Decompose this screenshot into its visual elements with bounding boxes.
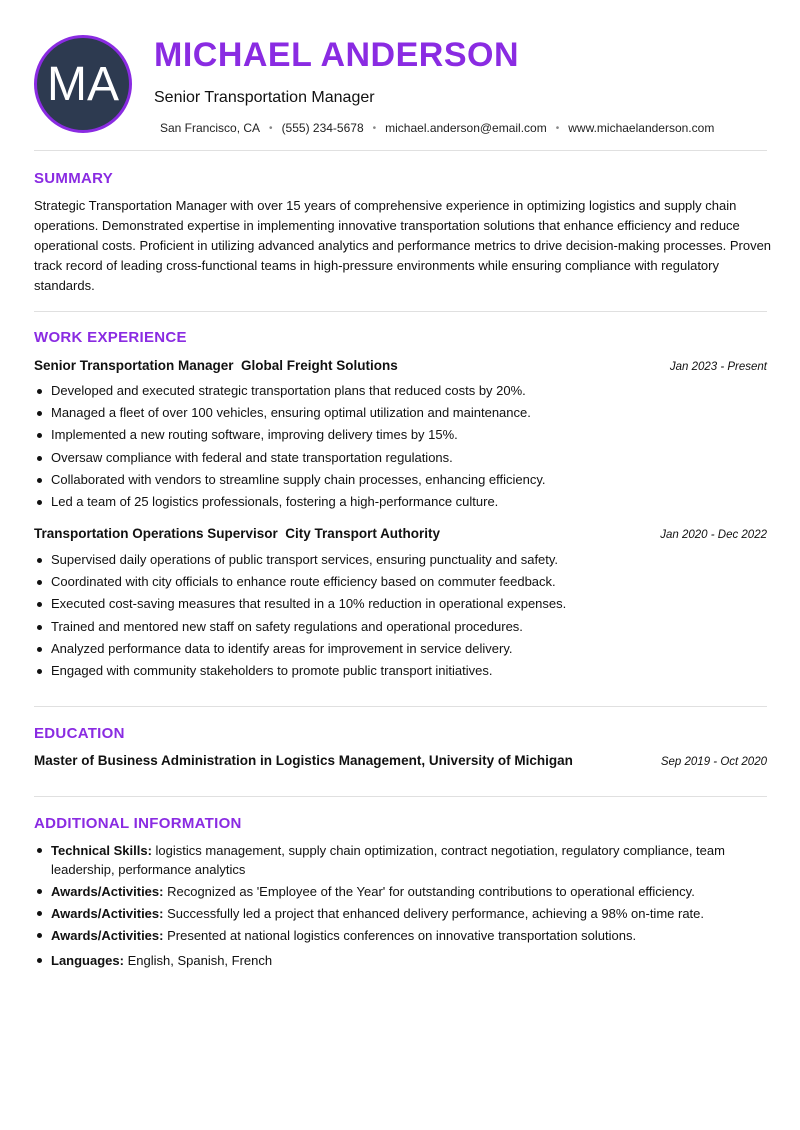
separator-dot: • <box>372 122 377 134</box>
item-text: Recognized as 'Employee of the Year' for outstanding contributions to operational efficiency. <box>167 884 695 899</box>
item-text: logistics management, supply chain optimization, contract negotiation, regulatory compliance, team leadership, performance analytics <box>51 843 725 877</box>
contact-line <box>160 121 714 135</box>
education-dates: Sep 2019 - Oct 2020 <box>660 756 767 768</box>
list-item: Developed and executed strategic transportation plans that reduced costs by 20%. <box>34 380 767 402</box>
job-bullets <box>34 549 767 682</box>
item-label: Awards/Activities: <box>51 906 164 921</box>
experience-heading: WORK EXPERIENCE <box>34 329 187 346</box>
avatar <box>34 35 132 133</box>
item-label: Awards/Activities: <box>51 884 164 899</box>
item-label: Technical Skills: <box>51 843 152 858</box>
item-label: Languages: <box>51 953 124 968</box>
avatar-initials: MA <box>47 57 119 111</box>
summary-heading: SUMMARY <box>34 170 114 187</box>
list-item: Supervised daily operations of public transport services, ensuring punctuality and safety. <box>34 549 767 571</box>
item-label: Awards/Activities: <box>51 928 164 943</box>
item-text: Presented at national logistics conferences on innovative transportation solutions. <box>167 928 637 943</box>
education-heading: EDUCATION <box>34 725 125 742</box>
item-text: English, Spanish, French <box>127 953 273 968</box>
candidate-name: MICHAEL ANDERSON <box>154 36 520 74</box>
list-item: Led a team of 25 logistics professionals, fostering a high-performance culture. <box>34 491 767 513</box>
additional-heading: ADDITIONAL INFORMATION <box>34 815 242 832</box>
section-divider <box>34 311 767 312</box>
list-item: Analyzed performance data to identify areas for improvement in service delivery. <box>34 638 767 660</box>
section-divider <box>34 706 767 707</box>
list-item: Coordinated with city officials to enhance route efficiency based on commuter feedback. <box>34 571 767 593</box>
section-divider <box>34 796 767 797</box>
resume-header <box>0 0 800 150</box>
list-item: Trained and mentored new staff on safety regulations and operational procedures. <box>34 616 767 638</box>
contact-phone: (555) 234-5678 <box>281 121 364 135</box>
list-item: Executed cost-saving measures that resulted in a 10% reduction in operational expenses. <box>34 593 767 615</box>
section-divider <box>34 150 767 151</box>
contact-website[interactable]: www.michaelanderson.com <box>568 121 715 135</box>
list-item: Managed a fleet of over 100 vehicles, ensuring optimal utilization and maintenance. <box>34 402 767 424</box>
degree-title: Master of Business Administration in Logistics Management, University of Michigan <box>34 753 573 768</box>
job-title: Transportation Operations Supervisor City Transport Authority <box>34 526 441 541</box>
education-entry <box>34 753 767 768</box>
job-dates: Jan 2020 - Dec 2022 <box>660 529 767 541</box>
list-item <box>34 926 767 945</box>
job-header <box>34 526 767 541</box>
list-item <box>34 882 767 901</box>
job-header <box>34 358 767 373</box>
job-title: Senior Transportation Manager Global Freight Solutions <box>34 358 398 373</box>
separator-dot: • <box>269 122 273 134</box>
job-bullets <box>34 380 767 513</box>
list-item: Oversaw compliance with federal and state transportation regulations. <box>34 447 767 469</box>
item-text: Successfully led a project that enhanced delivery performance, achieving a 98% on-time rate. <box>167 906 704 921</box>
list-item: Implemented a new routing software, improving delivery times by 15%. <box>34 424 767 446</box>
list-item: Collaborated with vendors to streamline supply chain processes, enhancing efficiency. <box>34 469 767 491</box>
contact-location: San Francisco, CA <box>160 121 261 135</box>
additional-list <box>34 841 767 973</box>
list-item <box>34 904 767 923</box>
candidate-title: Senior Transportation Manager <box>154 89 375 106</box>
list-item <box>34 951 767 970</box>
summary-text: Strategic Transportation Manager with over 15 years of comprehensive experience in optimizing logistics and supply chain operations. Demonstrated expertise in implementing innovative transportation solutions that enhance efficiency and reduce operational costs. Proficient in utilizing advanced analytics and performance metrics to drive decision-making processes. Proven track record of leading cross-functional teams in high-pressure environments while ensuring compliance with regulatory standards. <box>34 198 772 293</box>
separator-dot: • <box>555 122 560 134</box>
contact-email[interactable]: michael.anderson@email.com <box>385 121 547 135</box>
list-item: Engaged with community stakeholders to promote public transport initiatives. <box>34 660 767 682</box>
job-dates: Jan 2023 - Present <box>669 361 767 373</box>
list-item <box>34 841 767 879</box>
